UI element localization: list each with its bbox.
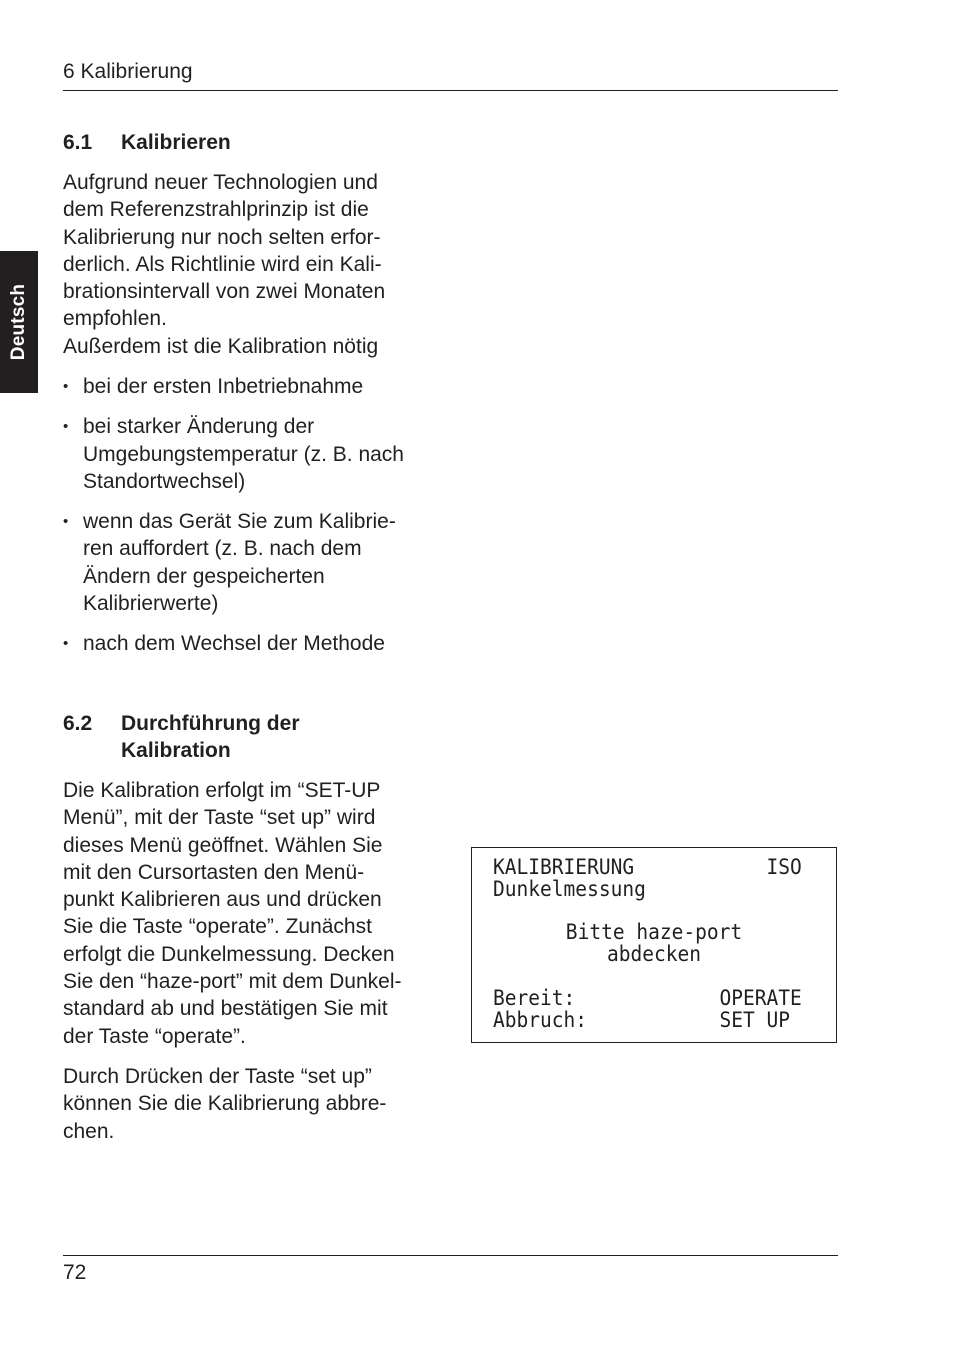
display-abort-row: [493, 1009, 802, 1031]
section-number: 6.1: [63, 131, 93, 154]
footer-rule: [63, 1255, 838, 1256]
bullet-icon: •: [63, 378, 69, 395]
text-line: Aufgrund neuer Technologien und: [63, 171, 378, 194]
text-line: Außerdem ist die Kalibration nötig: [63, 334, 379, 358]
display-subtitle-row: [493, 878, 802, 900]
text-line: Die Kalibration erfolgt im “SET-UP: [63, 779, 381, 802]
language-tab: [0, 251, 38, 393]
text-line: chen.: [63, 1119, 115, 1143]
running-header: 6 Kalibrierung: [63, 60, 193, 83]
page-number: 72: [63, 1261, 87, 1284]
device-display: [471, 847, 837, 1043]
list-item: [63, 508, 404, 617]
display-abort-label: Abbruch:: [493, 1008, 588, 1032]
text-line: wenn das Gerät Sie zum Kalibrie-: [83, 510, 396, 534]
text-line: mit den Cursortasten den Menü-: [63, 860, 365, 884]
text-line: dem Referenzstrahlprinzip ist die: [63, 198, 369, 222]
text-line: punkt Kalibrieren aus und drücken: [63, 888, 382, 912]
display-title: KALIBRIERUNG: [493, 855, 635, 879]
text-line: bei der ersten Inbetriebnahme: [83, 375, 364, 398]
text-line: standard ab und bestätigen Sie mit: [63, 997, 388, 1021]
intro-paragraph: [63, 169, 385, 360]
text-line: empfohlen.: [63, 307, 167, 331]
section-title: [121, 710, 300, 764]
text-line: der Taste “operate”.: [63, 1024, 246, 1048]
text-line: Ändern der gespeicherten: [83, 564, 325, 588]
text-line: bei starker Änderung der: [83, 415, 315, 439]
section-heading-6-1: [63, 129, 231, 156]
text-line: Kalibrierung nur noch selten erfor-: [63, 225, 381, 249]
section-title-line: Kalibration: [121, 739, 231, 762]
display-subtitle: Dunkelmessung: [493, 877, 646, 901]
display-message-line: abdecken: [606, 942, 702, 966]
text-line: nach dem Wechsel der Methode: [83, 632, 385, 656]
calibration-conditions-list: [63, 373, 404, 671]
text-line: Standortwechsel): [83, 469, 246, 493]
text-line: Durch Drücken der Taste “set up”: [63, 1065, 372, 1088]
section-title-line: Durchführung der: [121, 712, 300, 735]
header-rule: [63, 90, 838, 91]
text-line: können Sie die Kalibrierung abbre-: [63, 1092, 387, 1116]
text-line: Kalibrierwerte): [83, 592, 219, 616]
section-title-line: Kalibrieren: [121, 131, 231, 154]
section-heading-6-2: [63, 710, 300, 764]
text-line: Sie die Taste “operate”. Zunächst: [63, 915, 372, 939]
list-item: [63, 630, 404, 657]
display-mode: ISO: [766, 855, 802, 879]
display-ready-key: OPERATE: [719, 986, 802, 1010]
display-message-line: Bitte haze-port: [565, 920, 743, 944]
text-line: Menü”, mit der Taste “set up” wird: [63, 806, 376, 830]
display-abort-key: SET UP: [719, 1008, 791, 1032]
text-line: brationsintervall von zwei Monaten: [63, 280, 386, 304]
text-line: Umgebungstemperatur (z. B. nach: [83, 442, 404, 466]
section-number: 6.2: [63, 712, 93, 735]
section-title: [121, 129, 231, 156]
display-ready-row: [493, 987, 802, 1009]
bullet-icon: •: [63, 418, 69, 436]
bullet-icon: •: [63, 513, 69, 531]
text-line: derlich. Als Richtlinie wird ein Kali-: [63, 252, 382, 276]
bullet-icon: •: [63, 635, 69, 653]
text-line: ren auffordert (z. B. nach dem: [83, 537, 362, 561]
text-line: dieses Menü geöffnet. Wählen Sie: [63, 833, 383, 857]
procedure-paragraph: [63, 777, 401, 1050]
list-item: [63, 413, 404, 495]
display-ready-label: Bereit:: [493, 986, 576, 1010]
text-line: erfolgt die Dunkelmessung. Decken: [63, 942, 395, 966]
list-item: [63, 373, 404, 400]
display-title-row: [493, 856, 802, 878]
language-tab-label: Deutsch: [8, 283, 29, 361]
text-line: Sie den “haze-port” mit dem Dunkel-: [63, 970, 402, 994]
abort-paragraph: [63, 1063, 386, 1145]
